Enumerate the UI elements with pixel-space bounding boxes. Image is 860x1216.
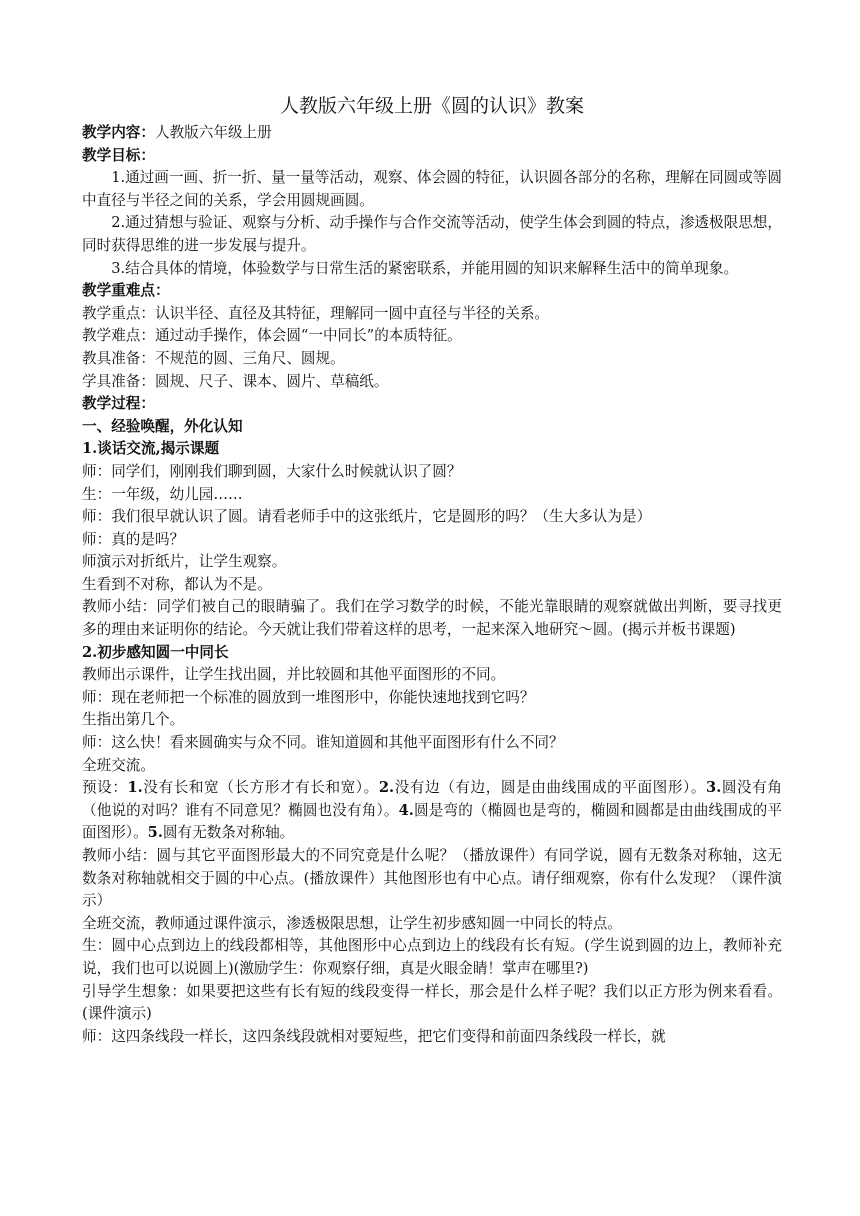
paragraph: 师：同学们，刚刚我们聊到圆，大家什么时候就认识了圆？: [82, 462, 462, 480]
subsection-heading: 2.初步感知圆一中同长: [82, 643, 229, 661]
paragraph: 生指出第几个。: [82, 711, 185, 729]
document-title: 人教版六年级上册《圆的认识》教案: [279, 95, 584, 117]
teaching-content-value: 人教版六年级上册: [154, 124, 272, 141]
preset-text: 没有边（有边，圆是由曲线围成的平面图形）。: [394, 779, 707, 797]
paragraph: 生看到不对称，都认为不是。: [82, 575, 272, 593]
teacher-tools: 教具准备：不规范的圆、三角尺、圆规。: [82, 349, 345, 367]
preset-label: 预设：: [82, 779, 128, 797]
difficult-point: 教学难点：通过动手操作，体会圆“一中同长”的本质特征。: [82, 327, 462, 345]
preset-number: 4.: [398, 801, 414, 819]
paragraph: 教师出示课件，让学生找出圆，并比较圆和其他平面图形的不同。: [82, 666, 506, 684]
student-tools: 学具准备：圆规、尺子、课本、圆片、草稿纸。: [82, 372, 389, 390]
process-heading: 教学过程：: [82, 395, 155, 413]
paragraph: 生：圆中心点到边上的线段都相等，其他图形中心点到边上的线段有长有短。(学生说到圆的边上，教师补充说，我们也可以说圆上)(激励学生：你观察仔细，真是火眼金睛！掌声在哪里?): [82, 937, 782, 977]
goal-item: 3.结合具体的情境，体验数学与日常生活的紧密联系，并能用圆的知识来解释生活中的简单现象。: [111, 259, 739, 277]
preset-number: 3.: [706, 779, 722, 797]
paragraph: 全班交流，教师通过课件演示，渗透极限思想，让学生初步感知圆一中同长的特点。: [82, 914, 622, 932]
key-point: 教学重点：认识半径、直径及其特征，理解同一圆中直径与半径的关系。: [82, 304, 550, 322]
paragraph: 引导学生想象：如果要把这些有长有短的线段变得一样长，那会是什么样子呢？我们以正方形为例来看看。(课件演示): [82, 982, 782, 1023]
paragraph: 师：这么快！看来圆确实与众不同。谁知道圆和其他平面图形有什么不同？: [82, 734, 564, 752]
paragraph: 生：一年级，幼儿园……: [82, 485, 243, 503]
preset-paragraph: [82, 777, 782, 845]
paragraph: 师演示对折纸片，让学生观察。: [82, 553, 287, 571]
preset-text: 没有长和宽（长方形才有长和宽）。: [142, 779, 379, 797]
preset-number: 5.: [147, 824, 163, 842]
key-difficult-heading: 教学重难点：: [82, 282, 170, 300]
preset-text: 圆是弯的（椭圆也是弯的，椭圆和圆都是由曲线围成的平面图形）。: [82, 801, 782, 842]
preset-text: 圆没有角（他说的对吗？谁有不同意见？椭圆也没有角）。: [82, 779, 782, 819]
preset-text: 圆有无数条对称轴。: [162, 824, 295, 842]
goal-item: 1.通过画一画、折一折、量一量等活动，观察、体会圆的特征，认识圆各部分的名称，理解在同圆或等圆中直径与半径之间的关系，学会用圆规画圆。: [82, 169, 782, 209]
paragraph: 教师小结：同学们被自己的眼睛骗了。我们在学习数学的时候，不能光靠眼睛的观察就做出判断，要寻找更多的理由来证明你的结论。今天就让我们带着这样的思考，一起来深入地研究～圆。(揭示并板书课题): [82, 598, 782, 639]
paragraph: 师：真的是吗？: [82, 530, 185, 548]
paragraph: 全班交流。: [82, 756, 155, 774]
paragraph: 师：现在老师把一个标准的圆放到一堆图形中，你能快速地找到它吗？: [82, 688, 535, 706]
subsection-heading: 1.谈话交流,揭示课题: [82, 440, 220, 458]
paragraph: 教师小结：圆与其它平面图形最大的不同究竟是什么呢？（播放课件）有同学说，圆有无数条对称轴，这无数条对称轴就相交于圆的中心点。(播放课件）其他图形也有中心点。请仔细观察，你有什么发现？（课件演示）: [82, 847, 782, 910]
paragraph: 师：这四条线段一样长，这四条线段就相对要短些，把它们变得和前面四条线段一样长，就: [82, 1027, 666, 1045]
teaching-content-label: 教学内容：: [82, 124, 155, 141]
goals-heading: 教学目标：: [82, 146, 155, 164]
preset-number: 2.: [378, 779, 395, 797]
teaching-content: [82, 122, 782, 145]
goal-item: 2.通过猜想与验证、观察与分析、动手操作与合作交流等活动，使学生体会到圆的特点，渗透极限思想，同时获得思维的进一步发展与提升。: [82, 214, 782, 254]
paragraph: 师：我们很早就认识了圆。请看老师手中的这张纸片，它是圆形的吗？（生大多认为是）: [82, 508, 652, 526]
section-heading: 一、经验唤醒，外化认知: [82, 417, 243, 435]
preset-number: 1.: [127, 779, 143, 797]
document-page: [82, 92, 782, 1048]
